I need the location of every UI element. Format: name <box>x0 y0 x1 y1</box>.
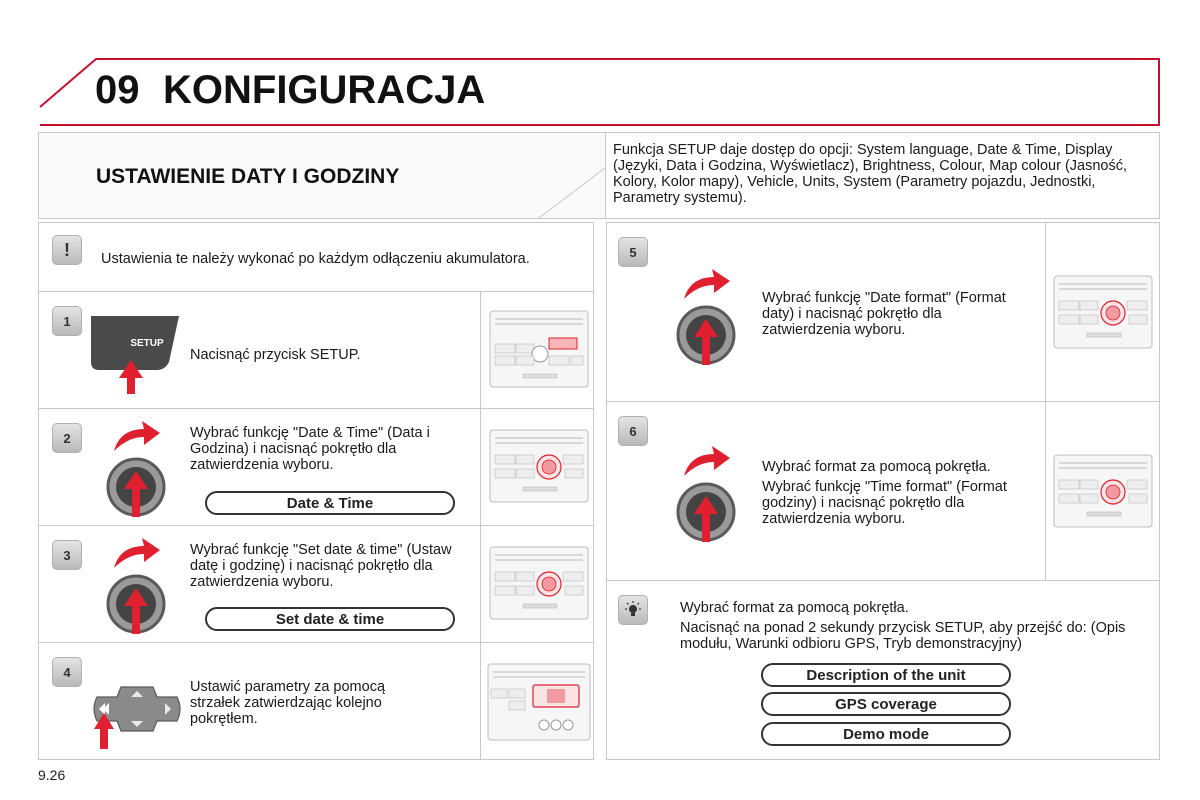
radio-panel-arrows <box>487 663 591 743</box>
chapter-number: 09 <box>95 68 140 112</box>
step-text: Ustawić parametry za pomocą strzałek zatwierdzając kolejno pokrętłem. <box>190 679 386 727</box>
divider <box>480 643 481 759</box>
warning-text: Ustawienia te należy wykonać po każdym odłączeniu akumulatora. <box>101 251 530 267</box>
page-title: KONFIGURACJA <box>163 68 486 112</box>
divider <box>480 526 481 642</box>
step-text-a: Wybrać format za pomocą pokrętła. <box>762 459 991 475</box>
step-badge: 2 <box>52 423 82 453</box>
radio-panel-dial <box>1053 454 1153 530</box>
option-demo-mode[interactable]: Demo mode <box>761 722 1011 746</box>
rotary-dial-icon <box>102 532 172 636</box>
divider <box>480 409 481 525</box>
option-set-date-time[interactable]: Set date & time <box>205 607 455 631</box>
radio-panel-dial <box>1053 275 1153 351</box>
step-badge: 6 <box>618 416 648 446</box>
arrow-pad-icon <box>91 683 183 751</box>
divider <box>1045 223 1046 401</box>
step-2 <box>38 408 594 526</box>
step-5 <box>606 222 1160 402</box>
step-badge: 1 <box>52 306 82 336</box>
setup-key-icon <box>91 312 181 394</box>
step-text: Wybrać funkcję "Date format" (Format daty) i nacisnąć pokrętło dla zatwierdzenia wyboru. <box>762 290 1006 338</box>
option-description-of-the-unit[interactable]: Description of the unit <box>761 663 1011 687</box>
warning-badge: ! <box>52 235 82 265</box>
step-badge: 4 <box>52 657 82 687</box>
step-badge: 5 <box>618 237 648 267</box>
rotary-dial-icon <box>672 440 742 544</box>
rotary-dial-icon <box>672 263 742 367</box>
warning-box <box>38 222 594 292</box>
step-4 <box>38 642 594 760</box>
divider <box>480 292 481 408</box>
rotary-dial-icon <box>102 415 172 519</box>
option-gps-coverage[interactable]: GPS coverage <box>761 692 1011 716</box>
lightbulb-icon <box>624 601 642 619</box>
svg-text:SETUP: SETUP <box>130 338 164 349</box>
intro-text: Funkcja SETUP daje dostęp do opcji: System language, Date & Time, Display (Języki, Data i Godzina, Wyświetlacz), Brightness, Colour, Map colour (Jasność, Kolory, Kolor mapy), Vehicle, Units, System (Parametry pojazdu, Jednostki, Parametry systemu). <box>613 142 1127 206</box>
step-1 <box>38 291 594 409</box>
intro-box <box>606 132 1160 219</box>
page-number: 9.26 <box>38 767 66 783</box>
step-text: Wybrać funkcję "Date & Time" (Data i Godzina) i nacisnąć pokrętło dla zatwierdzenia wyboru. <box>190 425 430 473</box>
radio-panel-setup <box>489 310 589 390</box>
lightbulb-badge <box>618 595 648 625</box>
step-3 <box>38 525 594 643</box>
tip-text-a: Wybrać format za pomocą pokrętła. <box>680 600 909 616</box>
option-date-time[interactable]: Date & Time <box>205 491 455 515</box>
step-text: Nacisnąć przycisk SETUP. <box>190 347 361 363</box>
divider <box>1045 402 1046 580</box>
corner-fold <box>539 168 605 218</box>
step-text: Wybrać funkcję "Set date & time" (Ustaw datę i godzinę) i nacisnąć pokrętło dla zatwierdzenia wyboru. <box>190 542 452 590</box>
section-title-box <box>38 132 606 219</box>
radio-panel-dial <box>489 546 589 622</box>
tip-text-b: Nacisnąć na ponad 2 sekundy przycisk SETUP, aby przejść do: (Opis modułu, Warunki odbioru GPS, Tryb demonstracyjny) <box>680 620 1126 652</box>
radio-panel-dial <box>489 429 589 505</box>
step-text-b: Wybrać funkcję "Time format" (Format godziny) i nacisnąć pokrętło dla zatwierdzenia wyboru. <box>762 479 1007 527</box>
step-6 <box>606 401 1160 581</box>
section-title: USTAWIENIE DATY I GODZINY <box>96 165 400 188</box>
step-badge: 3 <box>52 540 82 570</box>
tip-box <box>606 580 1160 760</box>
